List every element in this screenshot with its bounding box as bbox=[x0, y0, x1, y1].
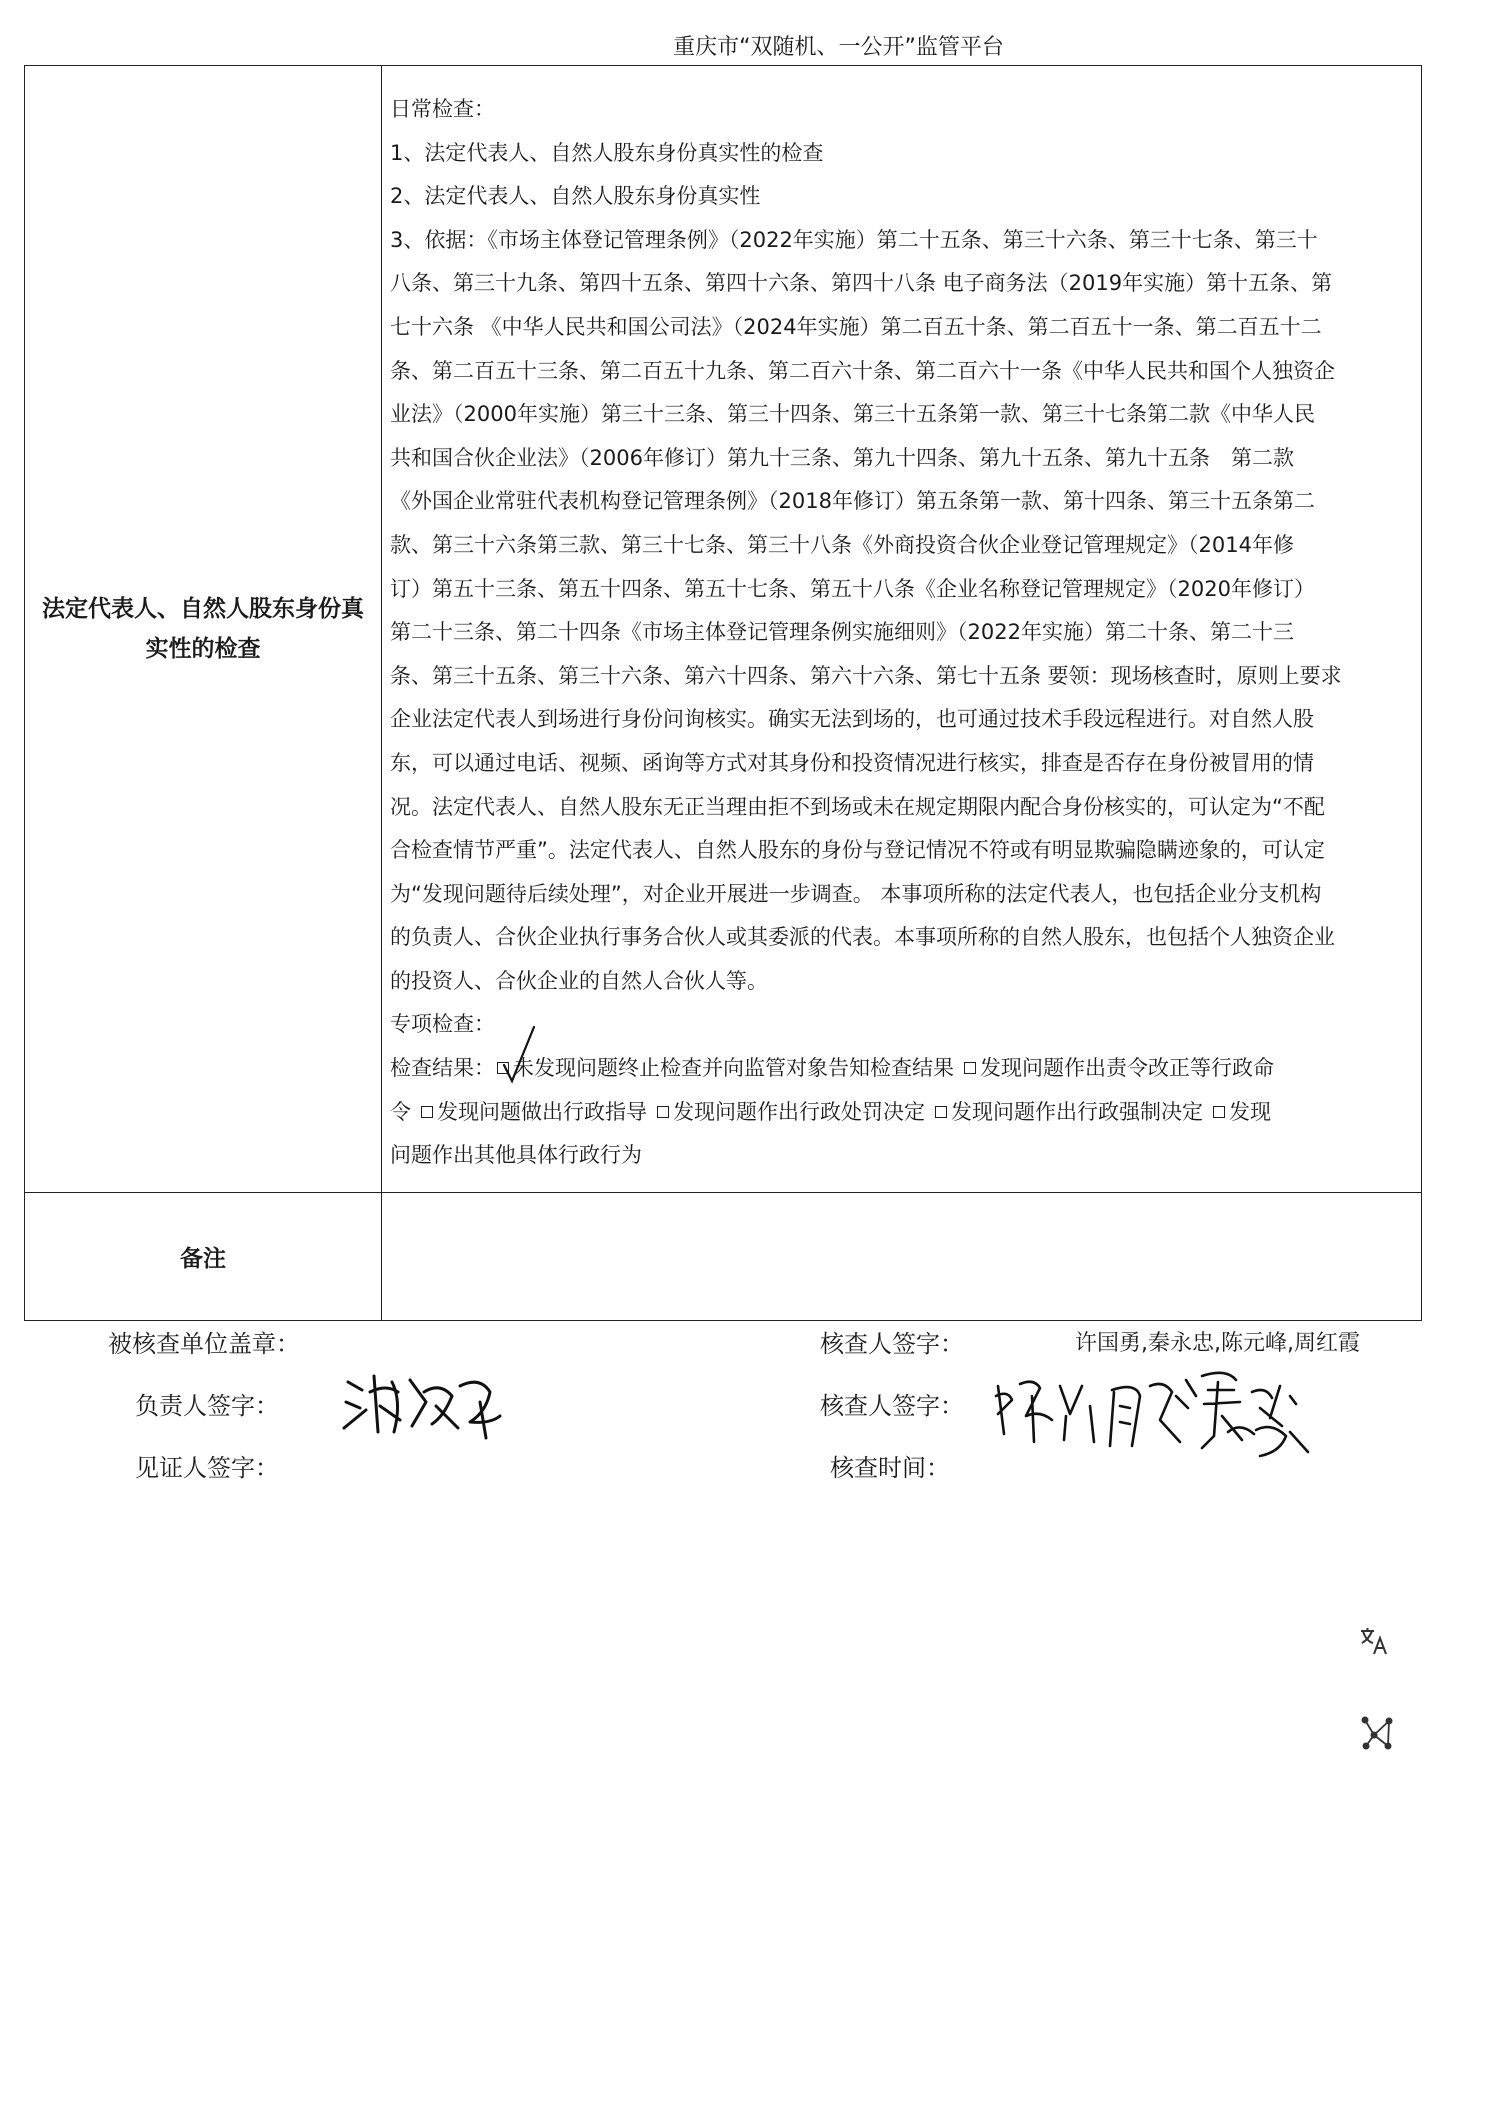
basis-line: 企业法定代表人到场进行身份问询核实。确实无法到场的，也可通过技术手段远程进行。对自然人股 bbox=[390, 707, 1314, 732]
basis-line: 东，可以通过电话、视频、函询等方式对其身份和投资情况进行核实，排查是否存在身份被冒用的情 bbox=[390, 750, 1314, 775]
daily-check-title: 日常检查： bbox=[390, 97, 495, 121]
basis-line: 为“发现问题待后续处理”，对企业开展进一步调查。 本事项所称的法定代表人，也包括企业分支机构 bbox=[390, 881, 1322, 906]
network-icon[interactable] bbox=[1360, 1715, 1394, 1757]
table-row bbox=[25, 1192, 1422, 1320]
result-line-1 bbox=[390, 1047, 1411, 1091]
basis-text bbox=[390, 219, 1411, 1004]
basis-line: 第二十三条、第二十四条《市场主体登记管理条例实施细则》（2022年实施）第二十条、第二十三 bbox=[390, 620, 1294, 645]
basis-line: 业法》（2000年实施）第三十三条、第三十四条、第三十五条第一款、第三十七条第二款《中华人民 bbox=[390, 402, 1315, 427]
special-check-title: 专项检查： bbox=[390, 1012, 495, 1037]
seal-label: 被核查单位盖章： bbox=[108, 1330, 300, 1358]
result-option-6: 发现 bbox=[1229, 1099, 1271, 1124]
inspector-sign-label-1: 核查人签字： bbox=[820, 1330, 964, 1358]
check-item-1: 1、法定代表人、自然人股东身份真实性的检查 bbox=[390, 140, 824, 165]
inspection-time-label: 核查时间： bbox=[830, 1454, 950, 1482]
witness-sign-label: 见证人签字： bbox=[135, 1454, 279, 1482]
basis-line: 合检查情节严重”。法定代表人、自然人股东的身份与登记情况不符或有明显欺骗隐瞒迹象的，可认定 bbox=[390, 838, 1325, 863]
table-row bbox=[25, 66, 1422, 1193]
leader-signature bbox=[340, 1362, 510, 1442]
inspectors-signature bbox=[990, 1356, 1370, 1466]
result-label: 检查结果： bbox=[390, 1056, 495, 1081]
result-option-2-checkbox[interactable] bbox=[964, 1062, 976, 1074]
result-option-5: 发现问题作出行政强制决定 bbox=[951, 1099, 1203, 1124]
basis-line: 七十六条 《中华人民共和国公司法》（2024年实施）第二百五十条、第二百五十一条、第二百五十二 bbox=[390, 314, 1322, 339]
result-option-4-checkbox[interactable] bbox=[657, 1106, 669, 1118]
basis-line: 订）第五十三条、第五十四条、第五十七条、第五十八条《企业名称登记管理规定》（2020年修订） bbox=[390, 576, 1315, 601]
basis-line: 的负责人、合伙企业执行事务合伙人或其委派的代表。本事项所称的自然人股东，也包括个人独资企业 bbox=[390, 925, 1335, 950]
basis-line: 条、第二百五十三条、第二百五十九条、第二百六十条、第二百六十一条《中华人民共和国个人独资企 bbox=[390, 358, 1335, 383]
check-item-2: 2、法定代表人、自然人股东身份真实性 bbox=[390, 184, 761, 209]
basis-line: 3、依据：《市场主体登记管理条例》（2022年实施）第二十五条、第三十六条、第三十七条、第三十 bbox=[390, 227, 1318, 252]
basis-line: 款、第三十六条第三款、第三十七条、第三十八条《外商投资合伙企业登记管理规定》（2014年修 bbox=[390, 532, 1294, 557]
inspector-sign-label-2: 核查人签字： bbox=[820, 1392, 964, 1420]
remark-label-cell bbox=[25, 1192, 382, 1320]
translate-icon[interactable] bbox=[1358, 1625, 1390, 1663]
result-option-2: 发现问题作出责令改正等行政命 bbox=[980, 1056, 1274, 1081]
result-line-3 bbox=[390, 1134, 1411, 1178]
page-header bbox=[0, 30, 1487, 61]
result-option-5-checkbox[interactable] bbox=[935, 1106, 947, 1118]
inspection-table bbox=[24, 65, 1422, 1321]
basis-line: 八条、第三十九条、第四十五条、第四十六条、第四十八条 电子商务法（2019年实施）第十五条、第 bbox=[390, 271, 1333, 296]
leader-sign-label: 负责人签字： bbox=[135, 1392, 279, 1420]
handwritten-check-mark bbox=[500, 1025, 540, 1085]
basis-line: 共和国合伙企业法》（2006年修订）第九十三条、第九十四条、第九十五条、第九十五条 第二款 bbox=[390, 445, 1294, 470]
basis-line: 《外国企业常驻代表机构登记管理条例》（2018年修订）第五条第一款、第十四条、第三十五条第二 bbox=[390, 489, 1315, 514]
result-line-2 bbox=[390, 1091, 1411, 1135]
result-option-3-checkbox[interactable] bbox=[421, 1106, 433, 1118]
platform-title: 重庆市“双随机、一公开”监管平台 bbox=[673, 35, 1004, 60]
remark-label: 备注 bbox=[180, 1245, 226, 1272]
basis-line: 的投资人、合伙企业的自然人合伙人等。 bbox=[390, 968, 768, 993]
inspector-names: 许国勇,秦永忠,陈元峰,周红霞 bbox=[1075, 1331, 1360, 1356]
item-content-cell bbox=[382, 66, 1422, 1193]
result-option-6-cont: 问题作出其他具体行政行为 bbox=[390, 1143, 642, 1168]
result-option-6-checkbox[interactable] bbox=[1213, 1106, 1225, 1118]
result-option-3: 发现问题做出行政指导 bbox=[437, 1099, 647, 1124]
result-option-1: 未发现问题终止检查并向监管对象告知检查结果 bbox=[513, 1056, 954, 1081]
basis-line: 条、第三十五条、第三十六条、第六十四条、第六十六条、第七十五条 要领：现场核查时，原则上要求 bbox=[390, 663, 1342, 688]
item-label: 法定代表人、自然人股东身份真实性的检查 bbox=[42, 595, 364, 662]
basis-line: 况。法定代表人、自然人股东无正当理由拒不到场或未在规定期限内配合身份核实的，可认定为“不配 bbox=[390, 794, 1325, 819]
result-option-2-cont: 令 bbox=[390, 1099, 411, 1124]
remark-content-cell[interactable] bbox=[382, 1192, 1422, 1320]
result-option-4: 发现问题作出行政处罚决定 bbox=[673, 1099, 925, 1124]
item-label-cell bbox=[25, 66, 382, 1193]
